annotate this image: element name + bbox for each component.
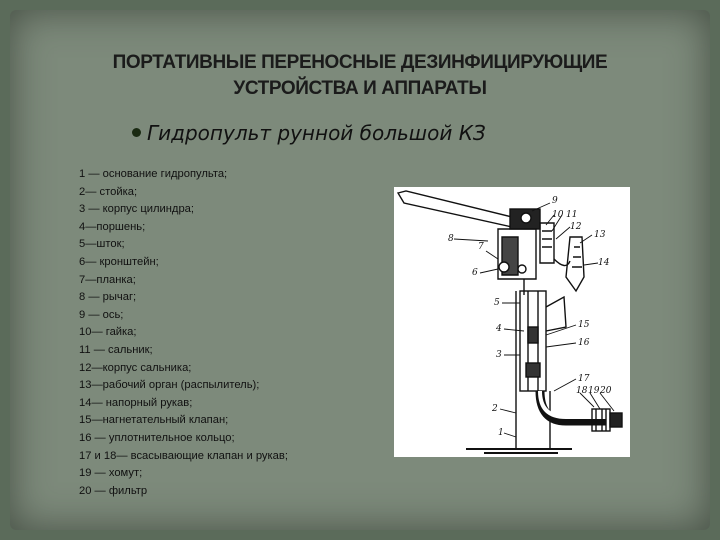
title-line-1: ПОРТАТИВНЫЕ ПЕРЕНОСНЫЕ ДЕЗИНФИЦИРУЮЩИЕ (112, 52, 608, 73)
bullet-item (132, 121, 486, 145)
bracket-bolt (499, 262, 509, 272)
sprayer-drawing (394, 187, 630, 457)
figure-label: 15 (578, 320, 590, 330)
figure-label: 10 (552, 210, 564, 220)
legend-item: 14— напорный рукав; (79, 396, 193, 409)
legend-item: 3 — корпус цилиндра; (79, 203, 195, 216)
figure-label: 2 (492, 404, 498, 414)
lever-shape (398, 191, 528, 227)
base-plate (466, 449, 572, 453)
legend-item: 4—поршень; (79, 220, 146, 233)
figure-label: 20 (600, 386, 612, 396)
figure-label: 8 (448, 234, 454, 244)
figure-label: 19 (588, 386, 600, 396)
sprayer-diagram (394, 187, 630, 457)
figure-label: 14 (598, 258, 610, 268)
figure-label: 9 (552, 196, 558, 206)
legend-item: 15—нагнетательный клапан; (79, 414, 229, 427)
legend-item: 13—рабочий орган (распылитель); (79, 379, 260, 392)
piston (528, 327, 538, 343)
figure-label: 17 (578, 374, 590, 384)
figure-label: 7 (478, 242, 484, 252)
bullet-text: Гидропульт рунной большой КЗ (147, 121, 486, 145)
gland-body (540, 223, 554, 263)
figure-label: 18 (576, 386, 588, 396)
legend-item: 16 — уплотнительное кольцо; (79, 431, 235, 444)
figure-label: 4 (496, 324, 502, 334)
bullet-dot-icon (132, 128, 141, 137)
legend-item: 8 — рычаг; (79, 291, 137, 304)
bracket-bolt (518, 265, 526, 273)
gland-rings (542, 231, 552, 247)
legend-item: 7—планка; (79, 273, 136, 286)
axis-pin (521, 213, 531, 223)
figure-label: 16 (578, 338, 590, 348)
slide-title (40, 50, 680, 102)
legend-item: 2— стойка; (79, 185, 138, 198)
figure-label: 11 (566, 210, 578, 220)
legend-item: 10— гайка; (79, 326, 137, 339)
legend-item: 11 — сальник; (79, 343, 153, 356)
legend-item: 17 и 18— всасывающие клапан и рукав; (79, 449, 288, 462)
legend-item: 6— кронштейн; (79, 255, 159, 268)
legend-item: 5—шток; (79, 238, 125, 251)
figure-label: 12 (570, 222, 582, 232)
legend-item: 1 — основание гидропульта; (79, 168, 228, 180)
figure-label: 6 (472, 268, 478, 278)
figure-label: 3 (496, 350, 502, 360)
legend-item: 12—корпус сальника; (79, 361, 192, 374)
outlet-channel (546, 297, 566, 331)
figure-label: 1 (498, 428, 504, 438)
discharge-valve (526, 363, 540, 377)
title-line-2: УСТРОЙСТВА И АППАРАТЫ (233, 78, 487, 99)
legend-item: 20 — фильтр (79, 484, 148, 497)
legend-item: 9 — ось; (79, 308, 124, 321)
nozzle-ribs (572, 247, 582, 267)
figure-label: 5 (494, 298, 500, 308)
leader-lines (454, 203, 614, 437)
figure-label: 13 (594, 230, 606, 240)
parts-legend (46, 166, 336, 500)
filter (610, 413, 622, 427)
legend-item: 19 — хомут; (79, 467, 143, 480)
